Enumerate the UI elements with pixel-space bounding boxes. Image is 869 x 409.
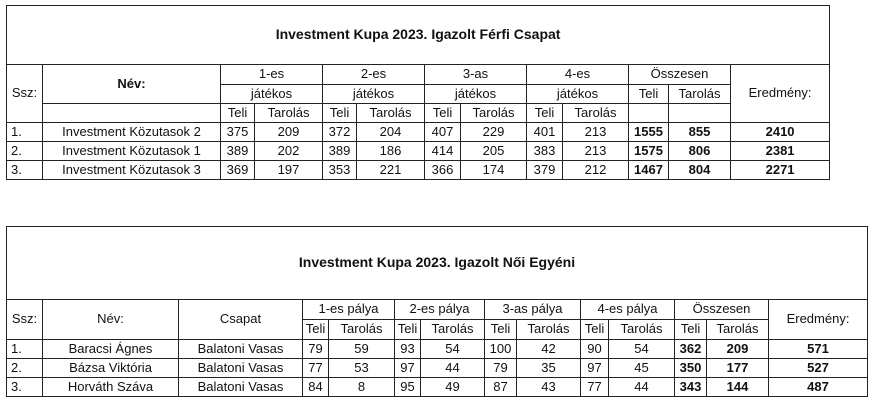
header-teli: Teli	[303, 320, 329, 340]
score-cell: 43	[517, 378, 581, 397]
score-cell: 204	[357, 123, 425, 142]
header-teli: Teli	[581, 320, 609, 340]
score-cell: 97	[581, 359, 609, 378]
score-cell: 77	[581, 378, 609, 397]
header-lane-3: 3-as pálya	[485, 300, 581, 320]
score-cell: 44	[421, 359, 485, 378]
table-row	[7, 359, 868, 378]
rank-cell: 3.	[7, 161, 43, 180]
header-tarolas: Tarolás	[255, 104, 323, 123]
rank-cell: 1.	[7, 123, 43, 142]
header-total: Összesen	[675, 300, 769, 320]
header-tarolas: Tarolás	[329, 320, 395, 340]
score-cell: 213	[563, 142, 629, 161]
header-player-1-sub: játékos	[221, 85, 323, 104]
header-result: Eredmény:	[731, 65, 830, 123]
total-tarolas-cell: 144	[707, 378, 769, 397]
score-cell: 197	[255, 161, 323, 180]
result-cell: 571	[769, 340, 868, 359]
score-cell: 87	[485, 378, 517, 397]
score-cell: 44	[609, 378, 675, 397]
header-blank	[629, 104, 669, 123]
header-player-2-sub: játékos	[323, 85, 425, 104]
header-lane-1: 1-es pálya	[303, 300, 395, 320]
total-tarolas-cell: 804	[669, 161, 731, 180]
score-cell: 79	[303, 340, 329, 359]
score-cell: 379	[527, 161, 563, 180]
score-cell: 77	[303, 359, 329, 378]
score-cell: 95	[395, 378, 421, 397]
header-tarolas: Tarolás	[461, 104, 527, 123]
score-cell: 45	[609, 359, 675, 378]
score-cell: 369	[221, 161, 255, 180]
header-name: Név:	[43, 65, 221, 104]
score-cell: 414	[425, 142, 461, 161]
total-tarolas-cell: 855	[669, 123, 731, 142]
header-player-1: 1-es	[221, 65, 323, 85]
table-row	[7, 378, 868, 397]
header-team: Csapat	[179, 300, 303, 340]
header-total: Összesen	[629, 65, 731, 85]
score-cell: 383	[527, 142, 563, 161]
header-player-4-sub: játékos	[527, 85, 629, 104]
total-tarolas-cell: 806	[669, 142, 731, 161]
score-cell: 221	[357, 161, 425, 180]
table-row	[7, 142, 830, 161]
header-tarolas: Tarolás	[357, 104, 425, 123]
header-total-tarolas: Tarolás	[669, 85, 731, 104]
total-teli-cell: 350	[675, 359, 707, 378]
score-cell: 389	[323, 142, 357, 161]
header-blank	[669, 104, 731, 123]
header-name-blank	[43, 104, 221, 123]
table-row	[7, 123, 830, 142]
total-teli-cell: 1467	[629, 161, 669, 180]
score-cell: 53	[329, 359, 395, 378]
mens-team-table	[6, 5, 830, 180]
score-cell: 353	[323, 161, 357, 180]
header-teli: Teli	[527, 104, 563, 123]
player-name-cell: Baracsi Ágnes	[43, 340, 179, 359]
result-cell: 527	[769, 359, 868, 378]
team-cell: Balatoni Vasas	[179, 359, 303, 378]
result-cell: 2271	[731, 161, 830, 180]
score-cell: 229	[461, 123, 527, 142]
score-cell: 49	[421, 378, 485, 397]
rank-cell: 1.	[7, 340, 43, 359]
score-cell: 407	[425, 123, 461, 142]
rank-cell: 2.	[7, 359, 43, 378]
total-tarolas-cell: 209	[707, 340, 769, 359]
total-tarolas-cell: 177	[707, 359, 769, 378]
score-cell: 401	[527, 123, 563, 142]
total-teli-cell: 1555	[629, 123, 669, 142]
result-cell: 2381	[731, 142, 830, 161]
score-cell: 79	[485, 359, 517, 378]
team-cell: Balatoni Vasas	[179, 378, 303, 397]
result-cell: 2410	[731, 123, 830, 142]
header-total-teli: Teli	[629, 85, 669, 104]
score-cell: 59	[329, 340, 395, 359]
score-cell: 93	[395, 340, 421, 359]
total-teli-cell: 362	[675, 340, 707, 359]
header-teli: Teli	[221, 104, 255, 123]
team-name-cell: Investment Közutasok 1	[43, 142, 221, 161]
score-cell: 35	[517, 359, 581, 378]
total-teli-cell: 343	[675, 378, 707, 397]
score-cell: 209	[255, 123, 323, 142]
header-lane-2: 2-es pálya	[395, 300, 485, 320]
score-cell: 205	[461, 142, 527, 161]
score-cell: 202	[255, 142, 323, 161]
header-tarolas: Tarolás	[421, 320, 485, 340]
score-cell: 375	[221, 123, 255, 142]
result-cell: 487	[769, 378, 868, 397]
score-cell: 212	[563, 161, 629, 180]
header-tarolas: Tarolás	[517, 320, 581, 340]
score-cell: 213	[563, 123, 629, 142]
score-cell: 97	[395, 359, 421, 378]
header-teli: Teli	[425, 104, 461, 123]
rank-cell: 2.	[7, 142, 43, 161]
rank-cell: 3.	[7, 378, 43, 397]
score-cell: 84	[303, 378, 329, 397]
score-cell: 389	[221, 142, 255, 161]
score-cell: 42	[517, 340, 581, 359]
score-cell: 54	[421, 340, 485, 359]
table-row	[7, 340, 868, 359]
score-cell: 100	[485, 340, 517, 359]
table-title: Investment Kupa 2023. Igazolt Női Egyéni	[7, 227, 868, 300]
score-cell: 90	[581, 340, 609, 359]
player-name-cell: Horváth Száva	[43, 378, 179, 397]
player-name-cell: Bázsa Viktória	[43, 359, 179, 378]
header-player-3-sub: játékos	[425, 85, 527, 104]
score-cell: 54	[609, 340, 675, 359]
score-cell: 186	[357, 142, 425, 161]
header-teli: Teli	[675, 320, 707, 340]
header-tarolas: Tarolás	[609, 320, 675, 340]
score-cell: 8	[329, 378, 395, 397]
header-teli: Teli	[395, 320, 421, 340]
score-cell: 366	[425, 161, 461, 180]
score-cell: 174	[461, 161, 527, 180]
header-result: Eredmény:	[769, 300, 868, 340]
header-player-4: 4-es	[527, 65, 629, 85]
header-ssz: Ssz:	[7, 300, 43, 340]
table-row	[7, 161, 830, 180]
team-name-cell: Investment Közutasok 3	[43, 161, 221, 180]
header-ssz: Ssz:	[7, 65, 43, 123]
header-lane-4: 4-es pálya	[581, 300, 675, 320]
header-name: Név:	[43, 300, 179, 340]
header-tarolas: Tarolás	[563, 104, 629, 123]
womens-individual-table	[6, 226, 868, 397]
header-player-2: 2-es	[323, 65, 425, 85]
table-title: Investment Kupa 2023. Igazolt Férfi Csapat	[7, 6, 830, 65]
header-tarolas: Tarolás	[707, 320, 769, 340]
team-name-cell: Investment Közutasok 2	[43, 123, 221, 142]
total-teli-cell: 1575	[629, 142, 669, 161]
header-player-3: 3-as	[425, 65, 527, 85]
score-cell: 372	[323, 123, 357, 142]
header-teli: Teli	[323, 104, 357, 123]
team-cell: Balatoni Vasas	[179, 340, 303, 359]
header-teli: Teli	[485, 320, 517, 340]
